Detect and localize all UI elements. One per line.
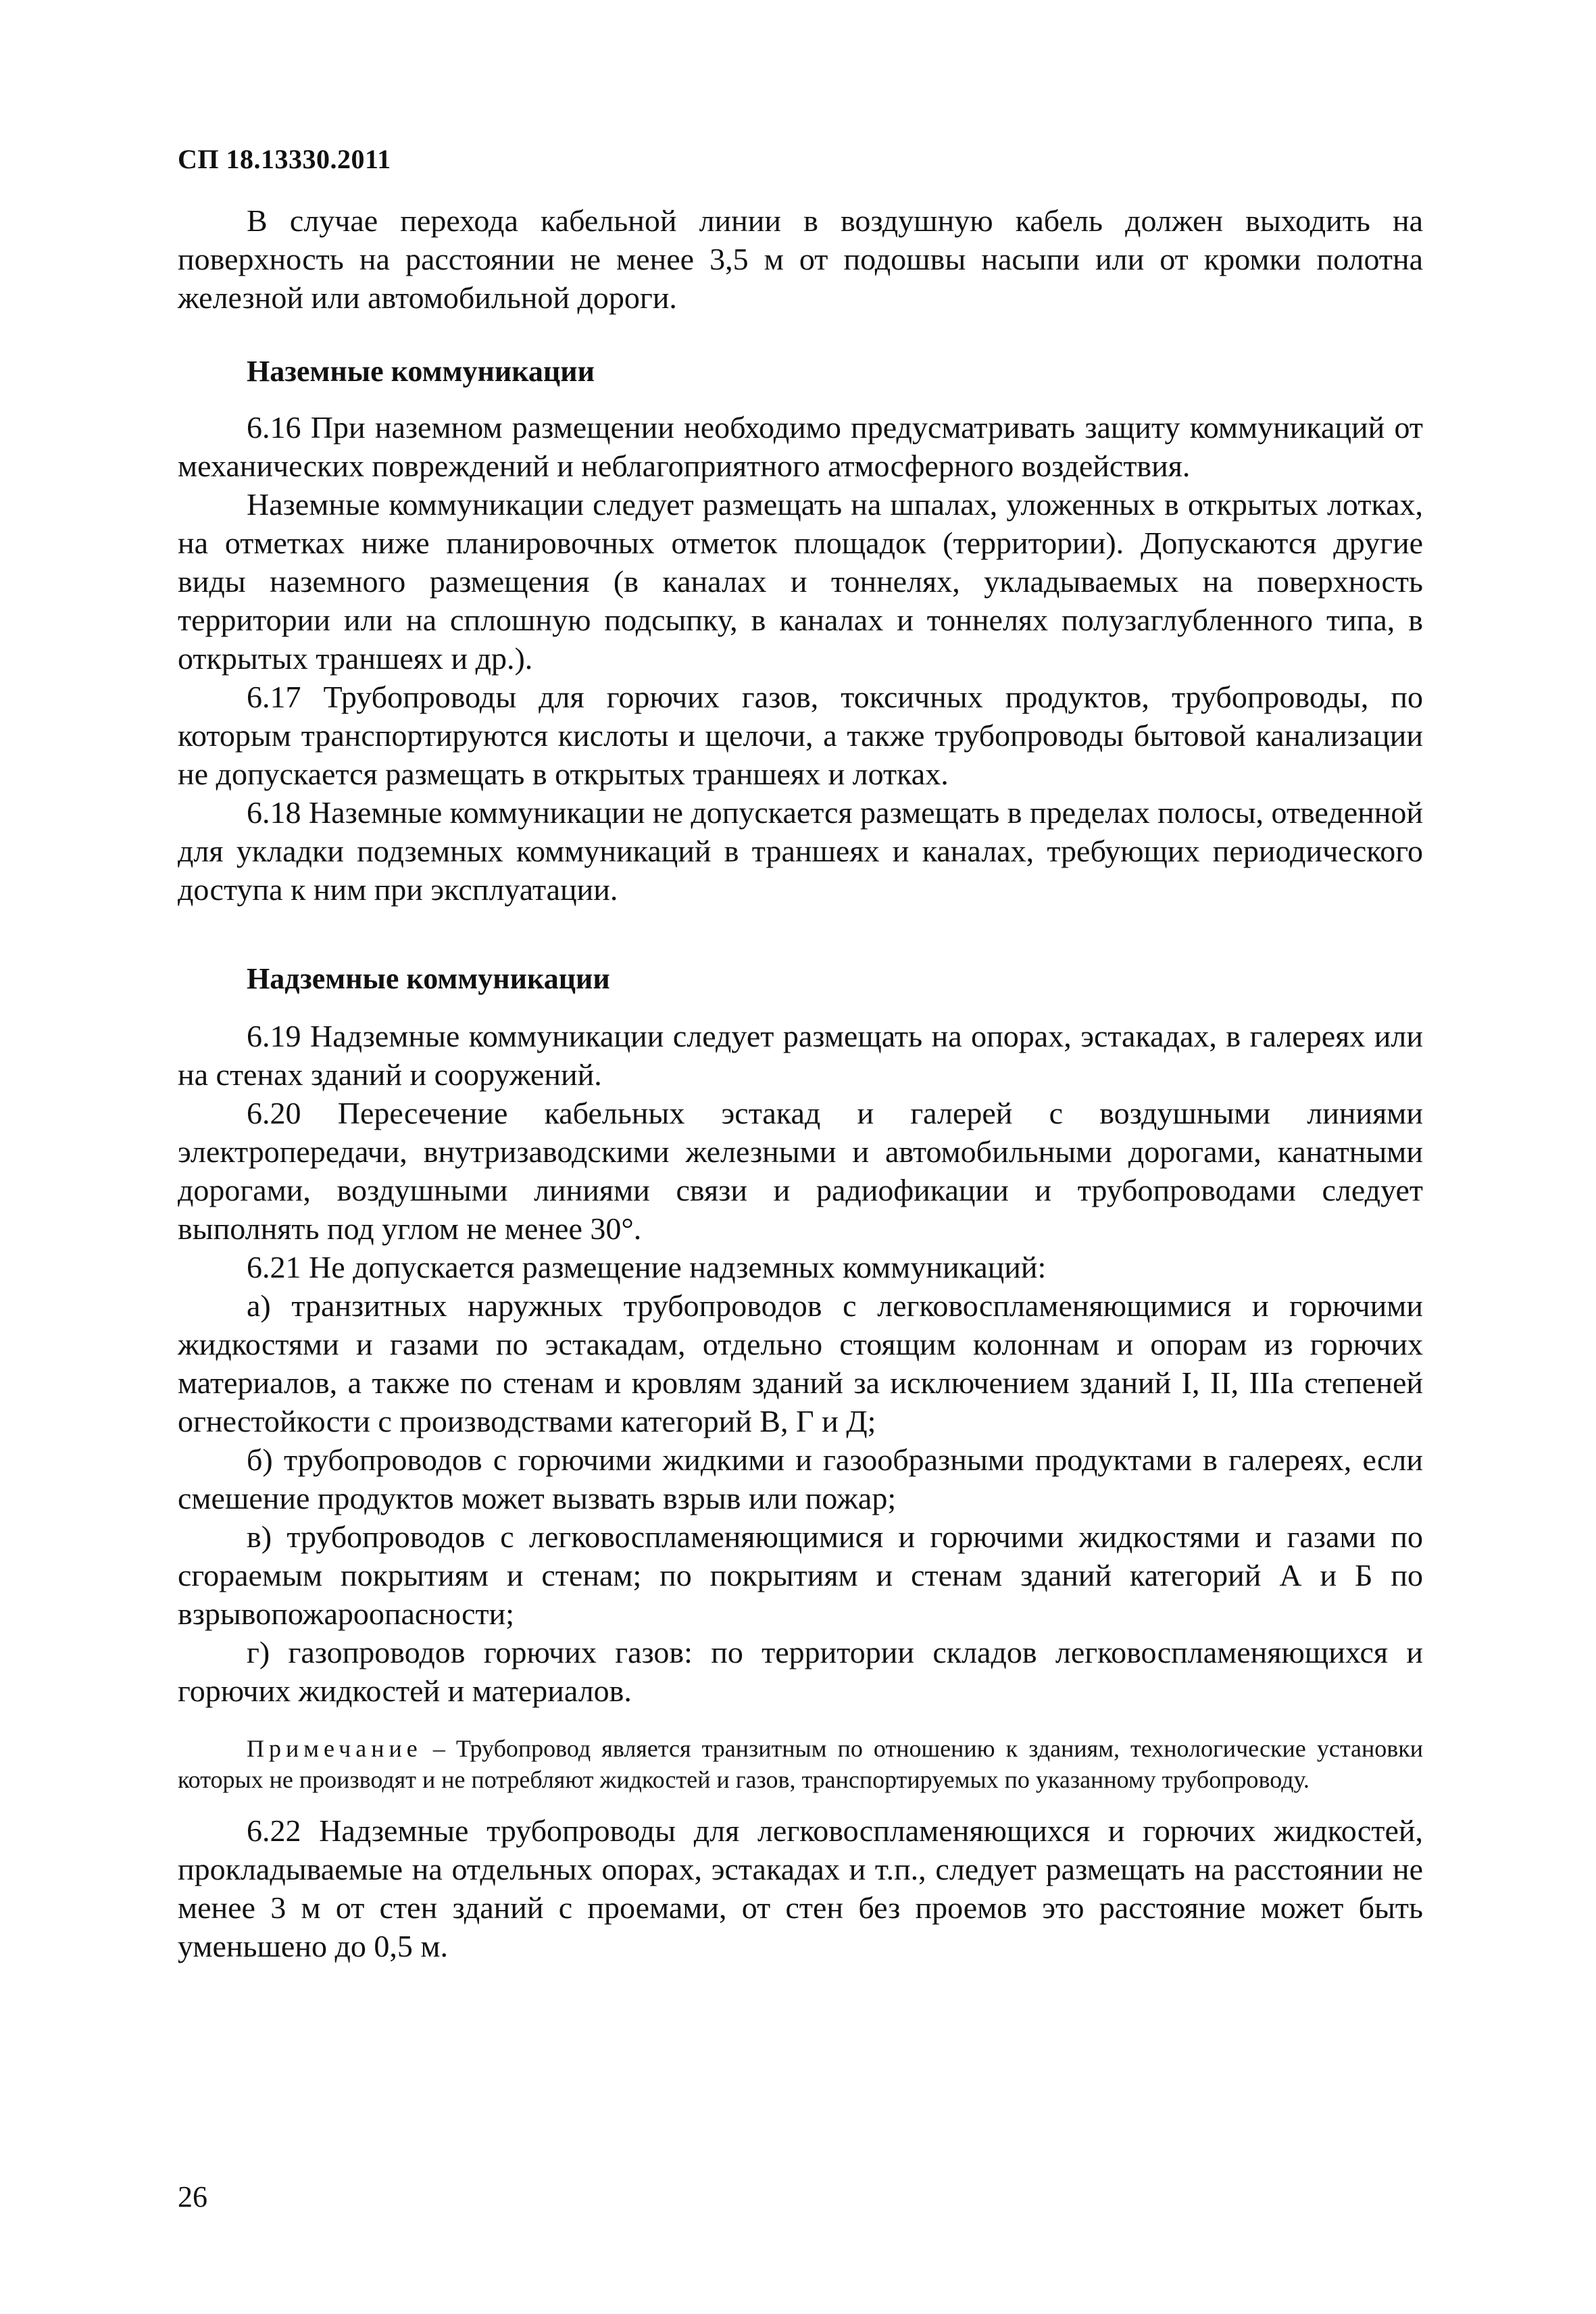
note-text: – Трубопровод является транзитным по отношению к зданиям, технологические установки которых не производят и не потребляют жидкостей и газов, транспортируемых по указанному трубопроводу. xyxy=(178,1735,1423,1793)
paragraph-6-21: 6.21 Не допускается размещение надземных коммуникаций: xyxy=(247,1250,1047,1284)
paragraph-6-19: 6.19 Надземные коммуникации следует размещать на опорах, эстакадах, в галереях или на стенах зданий и сооружений. xyxy=(178,1019,1423,1092)
section-title-above: Надземные коммуникации xyxy=(247,962,610,995)
paragraph-6-16: 6.16 При наземном размещении необходимо предусматривать защиту коммуникаций от механических повреждений и неблагоприятного атмосферного воздействия. xyxy=(178,410,1423,483)
paragraph-6-22: 6.22 Надземные трубопроводы для легковоспламеняющихся и горючих жидкостей, прокладываемые на отдельных опорах, эстакадах и т.п., следует размещать на расстоянии не менее 3 м от стен зданий с проемами, от стен без проемов это расстояние может быть уменьшено до 0,5 м. xyxy=(178,1813,1423,1963)
list-item-v: в) трубопроводов с легковоспламеняющимися и горючими жидкостями и газами по сгораемым покрытиям и стенам; по покрытиям и стенам зданий категорий А и Б по взрывопожароопасности; xyxy=(178,1519,1423,1631)
paragraph-6-18: 6.18 Наземные коммуникации не допускается размещать в пределах полосы, отведенной для укладки подземных коммуникаций в траншеях и каналах, требующих периодического доступа к ним при эксплуатации. xyxy=(178,795,1423,907)
section-title-ground: Наземные коммуникации xyxy=(247,355,595,388)
paragraph-ground-placement: Наземные коммуникации следует размещать на шпалах, уложенных в открытых лотках, на отметках ниже планировочных отметок площадок (территории). Допускаются другие виды наземного размещения (в каналах и тоннелях, укладываемых на поверхность территории или на сплошную подсыпку, в каналах и тоннелях полузаглубленного типа, в открытых траншеях и др.). xyxy=(178,487,1423,676)
paragraph-6-17: 6.17 Трубопроводы для горючих газов, токсичных продуктов, трубопроводы, по которым транспортируются кислоты и щелочи, а также трубопроводы бытовой канализации не допускается размещать в открытых траншеях и лотках. xyxy=(178,680,1423,791)
document-code: СП 18.13330.2011 xyxy=(178,144,391,174)
note-block xyxy=(178,1733,1423,1795)
paragraph-6-20: 6.20 Пересечение кабельных эстакад и галерей с воздушными линиями электропередачи, внутризаводскими железными и автомобильными дорогами, канатными дорогами, воздушными линиями связи и радиофикации и трубопроводами следует выполнять под углом не менее 30°. xyxy=(178,1096,1423,1246)
intro-paragraph: В случае перехода кабельной линии в воздушную кабель должен выходить на поверхность на расстоянии не менее 3,5 м от подошвы насыпи или от кромки полотна железной или автомобильной дороги. xyxy=(178,203,1423,315)
note-label: Примечание xyxy=(247,1735,422,1762)
list-item-b: б) трубопроводов с горючими жидкими и газообразными продуктами в галереях, если смешение продуктов может вызвать взрыв или пожар; xyxy=(178,1442,1423,1515)
list-item-g: г) газопроводов горючих газов: по территории складов легковоспламеняющихся и горючих жидкостей и материалов. xyxy=(178,1635,1423,1708)
document-body xyxy=(178,201,1423,1965)
list-item-a: а) транзитных наружных трубопроводов с легковоспламеняющимися и горючими жидкостями и газами по эстакадам, отдельно стоящим колоннам и опорам из горючих материалов, а также по стенам и кровлям зданий за исключением зданий I, II, IIIa степеней огнестойкости с производствами категорий В, Г и Д; xyxy=(178,1288,1423,1438)
page-number: 26 xyxy=(178,2180,207,2213)
